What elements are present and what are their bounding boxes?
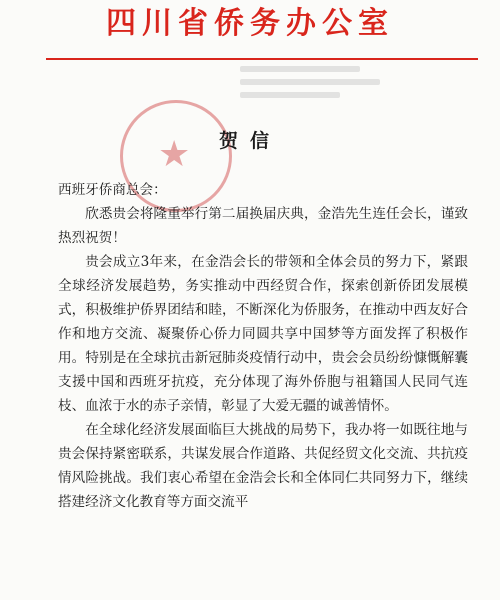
letter-title: 贺信 (218, 130, 281, 152)
paragraph-2: 贵会成立3年来，在金浩会长的带领和全体会员的努力下，紧跟全球经济发展趋势，务实推动中西经贸合作，探索创新侨团发展模式，积极维护侨界团结和睦，不断深化为侨服务，在推动中西友好合作和地方交流、凝聚侨心侨力同圆共享中国梦等方面发挥了积极作用。特别是在全球抗击新冠肺炎疫情行动中，贵会会员纷纷慷慨解囊支援中国和西班牙抗疫，充分体现了海外侨胞与祖籍国人民同气连枝、血浓于水的赤子亲情，彰显了大爱无疆的诚善情怀。 (58, 254, 468, 414)
paragraph-1: 欣悉贵会将隆重举行第二届换届庆典，金浩先生连任会长，谨致热烈祝贺！ (58, 206, 468, 246)
letterhead-red-rule (46, 58, 478, 60)
seal-star-icon: ★ (158, 134, 191, 175)
paragraph-3: 在全球化经济发展面临巨大挑战的局势下，我办将一如既往地与贵会保持紧密联系，共谋发展合作道路、共促经贸文化交流、共抗疫情风险挑战。我们衷心希望在金浩会长和全体同仁共同努力下，继续搭建经济文化教育等方面交流平 (58, 422, 468, 510)
salutation: 西班牙侨商总会： (58, 182, 167, 198)
letter-body (58, 178, 468, 514)
letterhead-title: 四川省侨务办公室 (106, 6, 394, 41)
bleed-through-text (240, 66, 380, 106)
